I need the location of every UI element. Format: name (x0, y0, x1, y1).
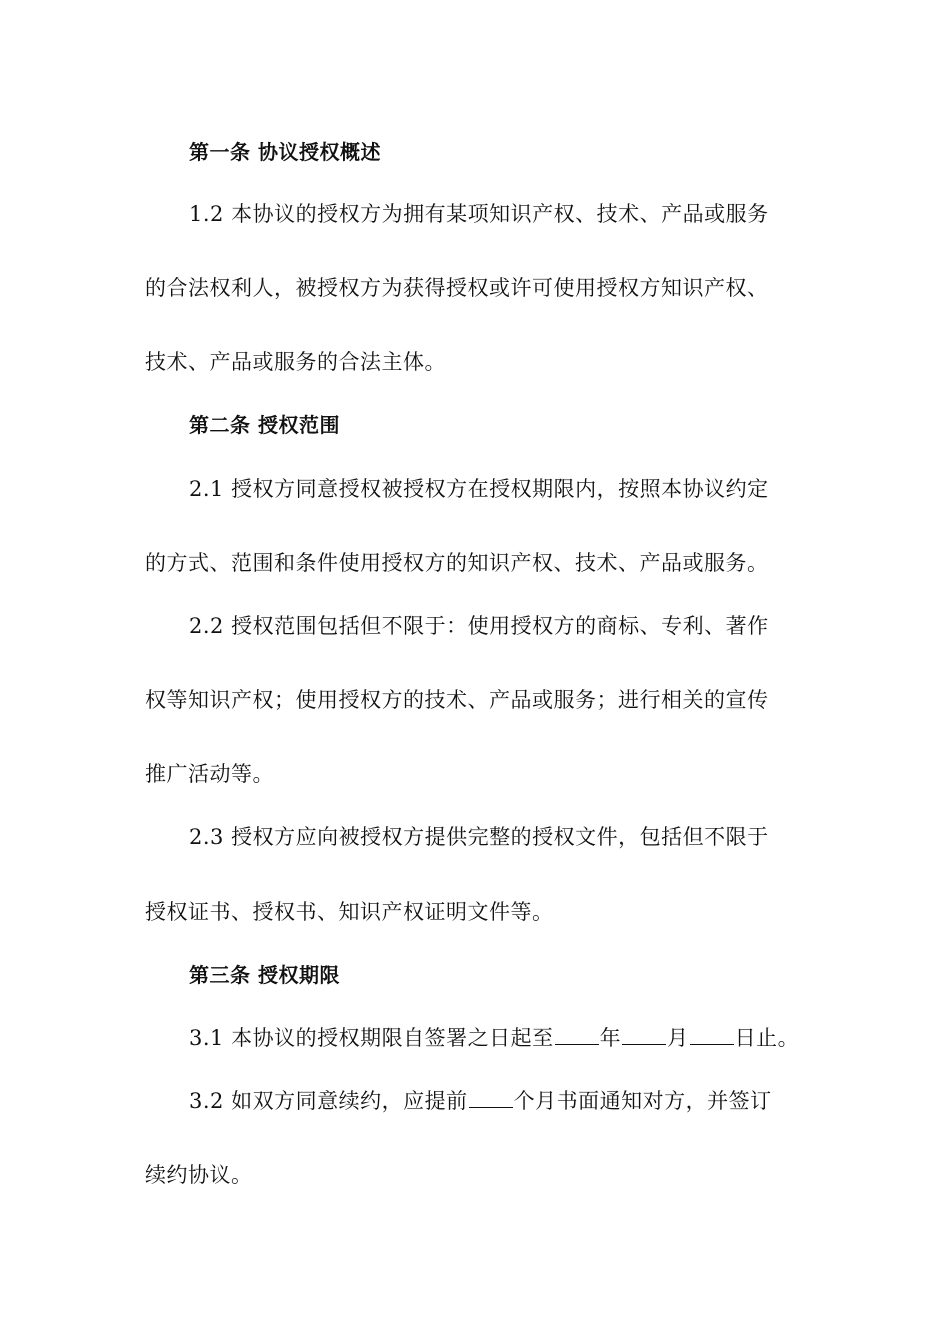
months-blank (469, 1087, 513, 1108)
paragraph-3-2-line2: 续约协议。 (145, 1163, 253, 1187)
paragraph-3-2-suffix: 个月书面通知对方，并签订 (513, 1089, 772, 1113)
paragraph-2-2-line1: 2.2 授权范围包括但不限于：使用授权方的商标、专利、著作 (189, 614, 769, 638)
paragraph-2-1-line2: 的方式、范围和条件使用授权方的知识产权、技术、产品或服务。 (145, 551, 769, 575)
article3-heading: 第三条 授权期限 (189, 963, 340, 987)
paragraph-2-2-line3: 推广活动等。 (145, 762, 274, 786)
month-blank (622, 1024, 666, 1045)
article2-heading: 第二条 授权范围 (189, 413, 340, 437)
paragraph-2-1-line1: 2.1 授权方同意授权被授权方在授权期限内，按照本协议约定 (189, 477, 769, 501)
paragraph-3-1-prefix: 3.1 本协议的授权期限自签署之日起至 (189, 1026, 554, 1050)
paragraph-2-3-line2: 授权证书、授权书、知识产权证明文件等。 (145, 900, 554, 924)
paragraph-3-1-suffix: 日止。 (734, 1026, 800, 1050)
year-label: 年 (599, 1026, 622, 1050)
paragraph-1-2-line1: 1.2 本协议的授权方为拥有某项知识产权、技术、产品或服务 (189, 202, 769, 226)
month-label: 月 (667, 1026, 689, 1050)
article1-heading: 第一条 协议授权概述 (189, 140, 381, 164)
day-blank (690, 1024, 734, 1045)
paragraph-3-1 (189, 1024, 807, 1052)
paragraph-3-2-prefix: 3.2 如双方同意续约，应提前 (189, 1089, 468, 1113)
year-blank (555, 1024, 599, 1045)
paragraph-1-2-line2: 的合法权利人，被授权方为获得授权或许可使用授权方知识产权、 (145, 276, 769, 300)
paragraph-2-3-line1: 2.3 授权方应向被授权方提供完整的授权文件，包括但不限于 (189, 825, 769, 849)
paragraph-3-2-line1 (189, 1087, 807, 1115)
paragraph-1-2-line3: 技术、产品或服务的合法主体。 (145, 350, 446, 374)
paragraph-2-2-line2: 权等知识产权；使用授权方的技术、产品或服务；进行相关的宣传 (145, 688, 769, 712)
